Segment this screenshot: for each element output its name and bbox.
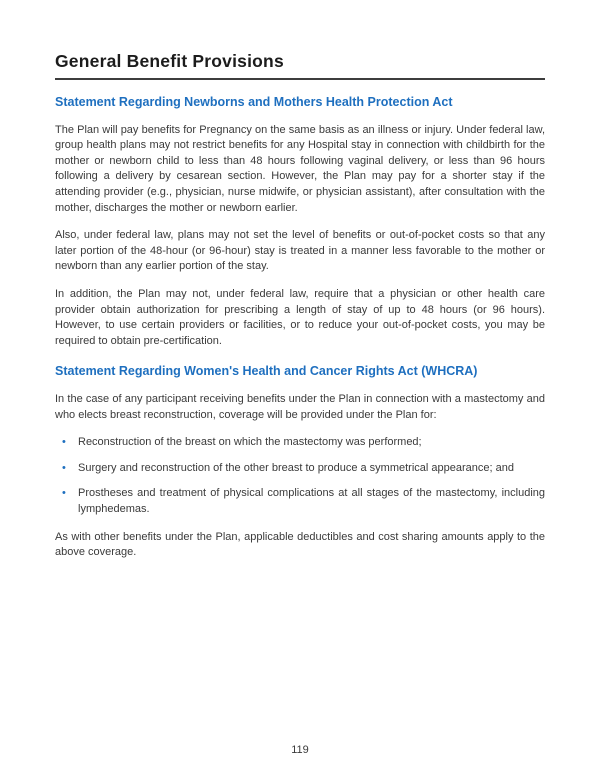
list-item-surgery: [55, 461, 545, 477]
list-item-text: Reconstruction of the breast on which the mastectomy was performed;: [78, 436, 422, 449]
paragraph-pregnancy-benefits: The Plan will pay benefits for Pregnancy on the same basis as an illness or injury. Under federal law, group health plans may not restrict benefits for any Hospital stay in connection with childbirth for the mother or newborn child to less than 48 hours following vaginal delivery, or less than 96 hours following a delivery by cesarean section. However, the Plan may pay for a shorter stay if the attending provider (e.g., physician, nurse midwife, or physician assistant), after consultation with the mother, discharges the mother or newborn earlier.: [55, 123, 545, 214]
paragraph-whcra-intro: In the case of any participant receiving benefits under the Plan in connection with a mastectomy and who elects breast reconstruction, coverage will be provided under the Plan for:: [55, 392, 545, 421]
title-rule: [55, 78, 545, 80]
paragraph-precertification: In addition, the Plan may not, under federal law, require that a physician or other health care provider obtain authorization for prescribing a length of stay of up to 48 hours (or 96 hours). However, to use certain providers or facilities, or to reduce your out-of-pocket costs, you may be required to obtain pre-certification.: [55, 287, 545, 347]
bullet-dot-icon: •: [62, 487, 66, 500]
paragraph-deductibles: As with other benefits under the Plan, applicable deductibles and cost sharing amounts apply to the above coverage.: [55, 530, 545, 559]
bullet-dot-icon: •: [62, 461, 66, 474]
list-item-reconstruction: [55, 435, 545, 451]
list-item-text: Surgery and reconstruction of the other breast to produce a symmetrical appearance; and: [78, 461, 514, 474]
section-heading-whcra: Statement Regarding Women's Health and Cancer Rights Act (WHCRA): [55, 364, 478, 379]
list-item-text: Prostheses and treatment of physical complications at all stages of the mastectomy, including lymphedemas.: [78, 487, 545, 515]
whcra-bullet-list: [55, 435, 545, 517]
paragraph-out-of-pocket: Also, under federal law, plans may not set the level of benefits or out-of-pocket costs so that any later portion of the 48-hour (or 96-hour) stay is treated in a manner less favorable to the mother or newborn than any earlier portion of the stay.: [55, 229, 545, 273]
bullet-dot-icon: •: [62, 436, 66, 449]
section-heading-newborns-act: Statement Regarding Newborns and Mothers Health Protection Act: [55, 95, 453, 109]
page-title: General Benefit Provisions: [55, 51, 284, 71]
page-number: 119: [291, 744, 309, 756]
list-item-prostheses: [55, 486, 545, 517]
